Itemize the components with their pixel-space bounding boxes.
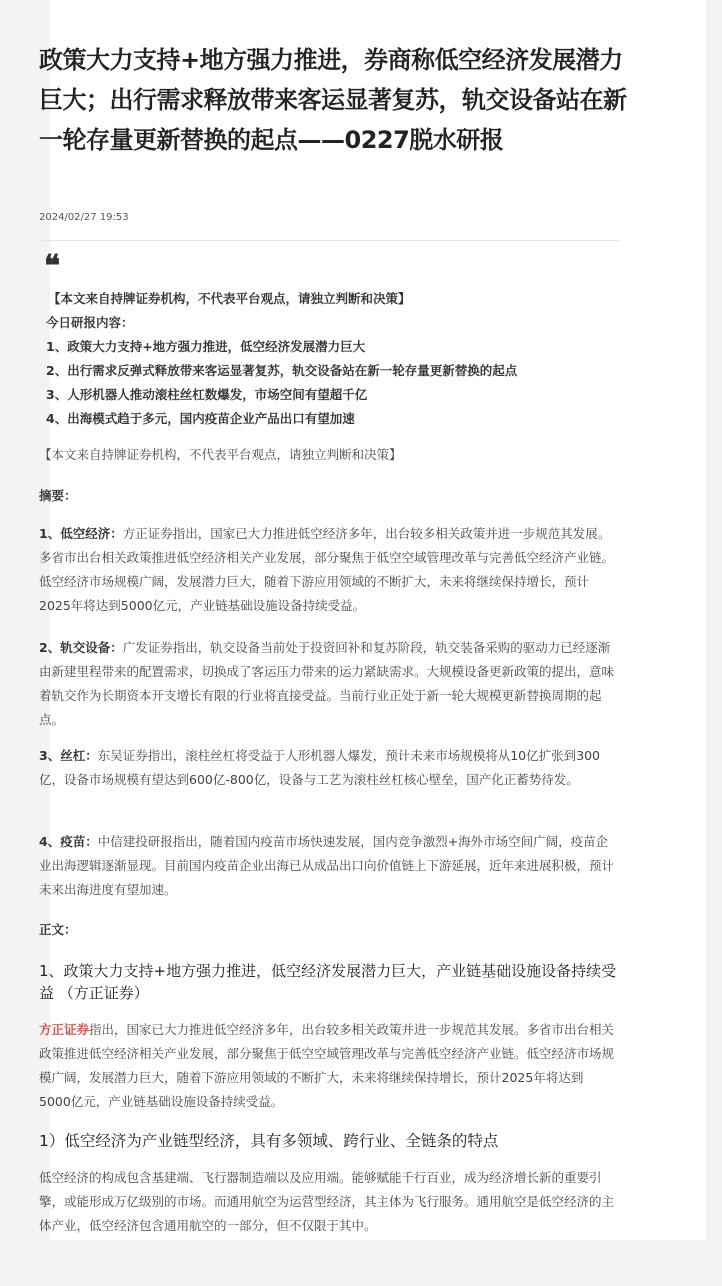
subsection-paragraph: 低空经济的构成包含基建端、飞行器制造端以及应用端。能够赋能千行百业，成为经济增长新的重要引擎，或能形成万亿级别的市场。而通用航空为运营型经济，其主体为飞行服务。通用航空是低空经济的主体产业，低空经济包含通用航空的一部分，但不仅限于其中。: [39, 1170, 615, 1233]
quote-icon: ❝: [44, 249, 61, 284]
quote-item: 1、政策大力支持+地方强力推进，低空经济发展潜力巨大: [46, 339, 366, 354]
divider: [39, 240, 619, 241]
summary-point-label: 1、低空经济：: [39, 526, 123, 541]
quote-intro: 今日研报内容：: [46, 315, 134, 330]
summary-point-label: 3、丝杠：: [39, 748, 98, 763]
quote-block: [44, 290, 614, 434]
publish-date: 2024/02/27 19:53: [39, 212, 129, 223]
body-heading: 正文：: [39, 922, 77, 937]
disclaimer-paragraph: 【本文来自持牌证券机构，不代表平台观点，请独立判断和决策】: [39, 447, 402, 462]
quote-item: 4、出海模式趋于多元，国内疫苗企业产品出口有望加速: [46, 411, 355, 426]
summary-point-label: 2、轨交设备：: [39, 640, 123, 655]
section-text: 指出，国家已大力推进低空经济多年，出台较多相关政策并进一步规范其发展。多省市出台相关政策推进低空经济相关产业发展，部分聚焦于低空空域管理改革与完善低空经济产业链。低空经济市场规模广阔，发展潜力巨大，随着下游应用领域的不断扩大，未来将继续保持增长，预计2025年将达到5000亿元，产业链基础设施设备持续受益。: [39, 1022, 615, 1109]
summary-point-text: 方正证券指出，国家已大力推进低空经济多年，出台较多相关政策并进一步规范其发展。多省市出台相关政策推进低空经济相关产业发展，部分聚焦于低空空域管理改革与完善低空经济产业链。低空经济市场规模广阔，发展潜力巨大，随着下游应用领域的不断扩大，未来将继续保持增长，预计2025年将达到5000亿元，产业链基础设施设备持续受益。: [39, 526, 615, 613]
summary-point: [39, 636, 615, 732]
summary-point: [39, 830, 615, 902]
quote-item: 3、人形机器人推动滚柱丝杠数爆发，市场空间有望超千亿: [46, 387, 368, 402]
summary-point-text: 中信建投研报指出，随着国内疫苗市场快速发展，国内竞争激烈+海外市场空间广阔，疫苗企业出海逻辑逐渐显现。目前国内疫苗企业出海已从成品出口向价值链上下游延展，近年来进展积极，预计未来出海进度有望加速。: [39, 834, 615, 897]
section-paragraph: [39, 1018, 615, 1114]
source-name: 方正证券: [39, 1022, 90, 1037]
summary-point-label: 4、疫苗：: [39, 834, 98, 849]
section-title: 1、政策大力支持+地方强力推进，低空经济发展潜力巨大，产业链基础设施设备持续受益 （方正证券）: [39, 962, 617, 1002]
summary-point-text: 广发证券指出，轨交设备当前处于投资回补和复苏阶段，轨交装备采购的驱动力已经逐渐由新建里程带来的配置需求，切换成了客运压力带来的运力紧缺需求。大规模设备更新政策的提出，意味着轨交作为长期资本开支增长有限的行业将直接受益。当前行业正处于新一轮大规模更新替换周期的起点。: [39, 640, 615, 727]
summary-point: [39, 744, 615, 792]
summary-heading: 摘要：: [39, 488, 77, 503]
summary-point: [39, 522, 615, 618]
quote-item: 2、出行需求反弹式释放带来客运显著复苏，轨交设备站在新一轮存量更新替换的起点: [46, 363, 518, 378]
summary-point-text: 东吴证券指出，滚柱丝杠将受益于人形机器人爆发，预计未来市场规模将从10亿扩张到300亿，设备市场规模有望达到600亿-800亿，设备与工艺为滚柱丝杠核心壁垒，国产化正蓄势待发。: [39, 748, 600, 787]
subsection-title: 1）低空经济为产业链型经济，具有多领域、跨行业、全链条的特点: [39, 1132, 499, 1150]
quote-disclaimer: 【本文来自持牌证券机构，不代表平台观点，请独立判断和决策】: [48, 291, 411, 306]
article-title: 政策大力支持+地方强力推进，券商称低空经济发展潜力巨大；出行需求释放带来客运显著复苏，轨交设备站在新一轮存量更新替换的起点——0227脱水研报: [39, 46, 627, 154]
